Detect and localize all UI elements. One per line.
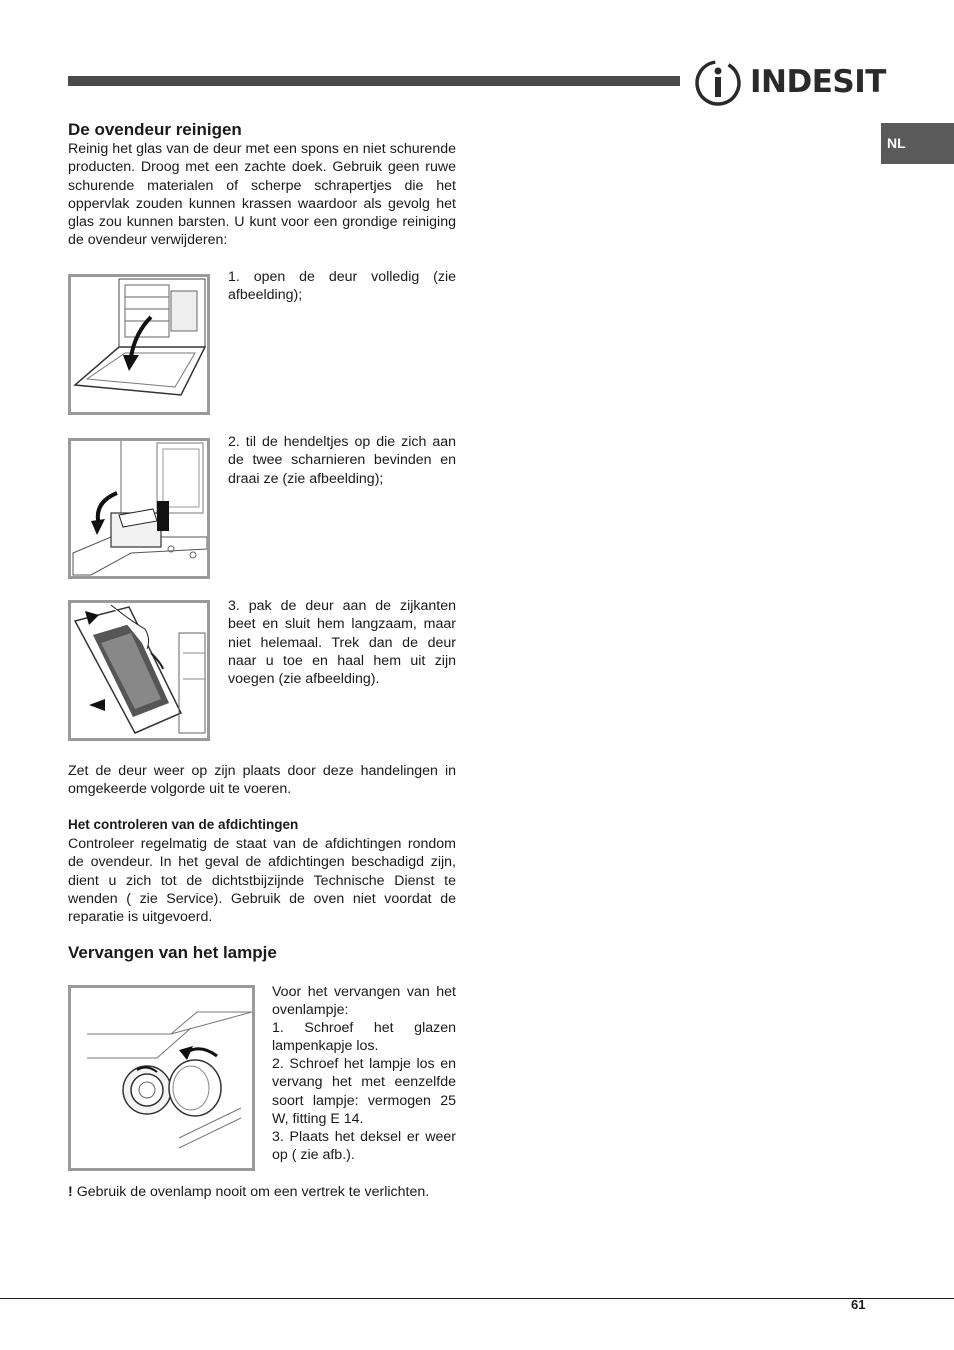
lamp-step-2: 2. Schroef het lampje los en vervang het met eenzelfde soort lampje: vermogen 25 W, fitting E 14. (272, 1056, 456, 1127)
footer-rule (0, 1298, 954, 1299)
door-step-1: 1. open de deur volledig (zie afbeelding); (228, 269, 456, 304)
page-number: 61 (851, 1297, 866, 1312)
lamp-warning (68, 1183, 456, 1201)
door-step-2: 2. til de hendeltjes op die zich aan de twee scharnieren bevinden en draai ze (zie afbeelding); (228, 434, 456, 487)
section-title-lamp: Vervangen van het lampje (68, 943, 277, 962)
brand-name: INDESIT (750, 64, 886, 100)
warning-mark: ! (68, 1184, 73, 1200)
open-door-illustration (71, 277, 207, 412)
figure-hinge-levers (68, 438, 210, 579)
door-step-3: 3. pak de deur aan de zijkanten beet en sluit hem langzaam, maar niet helemaal. Trek dan de deur naar u toe en haal hem uit zijn voegen (zie afbeelding). (228, 598, 456, 688)
figure-lamp (68, 985, 255, 1171)
header-rule (68, 76, 680, 86)
door-intro-text: Reinig het glas van de deur met een spons en niet schurende producten. Droog met een zachte doek. Gebruik geen ruwe schurende materialen of scherpe schrapertjes die het oppervlak zouden kunnen krassen waardoor als gevolg het glas zou kunnen barsten. U kunt voor een grondige reiniging de ovendeur verwijderen: (68, 141, 456, 249)
warning-text: Gebruik de ovenlamp nooit om een vertrek te verlichten. (76, 1184, 430, 1200)
door-reassemble-text: Zet de deur weer op zijn plaats door deze handelingen in omgekeerde volgorde uit te voeren. (68, 763, 456, 798)
figure-remove-door (68, 600, 210, 741)
lamp-intro: Voor het vervangen van het ovenlampje: (272, 984, 456, 1019)
hinge-illustration (71, 441, 207, 576)
lamp-step-1: 1. Schroef het glazen lampenkapje los. (272, 1020, 456, 1055)
section-title-seals: Het controleren van de afdichtingen (68, 817, 299, 832)
figure-open-door (68, 274, 210, 415)
section-title-door: De ovendeur reinigen (68, 120, 242, 139)
lamp-illustration (71, 988, 252, 1168)
seals-text: Controleer regelmatig de staat van de afdichtingen rondom de ovendeur. In het geval de afdichtingen beschadigd zijn, dient u zich tot de dichtstbijzijnde Technische Dienst te wenden ( zie Service). Gebruik de oven niet voordat de reparatie is uitgevoerd. (68, 836, 456, 926)
lamp-step-3: 3. Plaats het deksel er weer op ( zie afb.). (272, 1129, 456, 1164)
language-tab: NL (881, 123, 954, 164)
remove-door-illustration (71, 603, 207, 738)
